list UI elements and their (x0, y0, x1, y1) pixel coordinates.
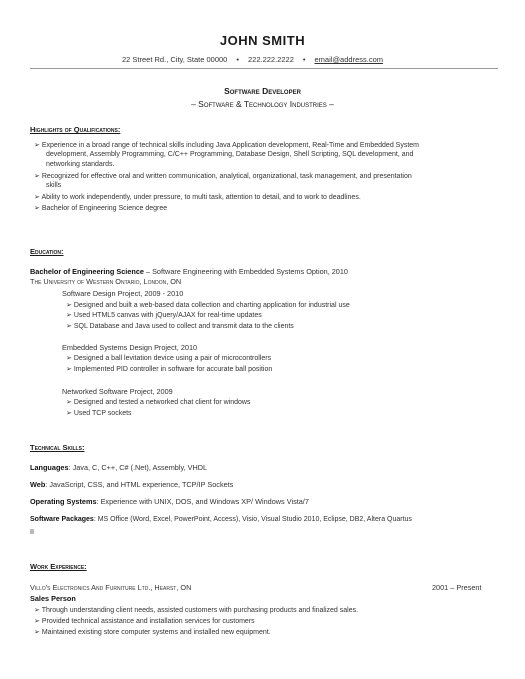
separator: • (236, 55, 239, 64)
work-item: ➢ Provided technical assistance and installation services for customers (34, 618, 255, 625)
candidate-name: JOHN SMITH (219, 33, 306, 48)
skills-heading: Technical Skills: (30, 443, 85, 452)
bullet-icon: ➢ (66, 312, 72, 319)
skill-row: Languages: Java, C, C++, C# (.Net), Assembly, VHDL (30, 463, 208, 472)
project-item: ➢ Designed and tested a networked chat client for windows (66, 399, 251, 406)
employer-line: Villo's Electronics And Furniture Ltd., Hearst, ON (30, 583, 192, 592)
bullet-icon: ➢ (66, 355, 72, 362)
bullet-icon: ➢ (66, 302, 72, 309)
bullet-icon: ➢ (66, 323, 72, 330)
qualifications-heading: Highlights of Qualifications: (30, 125, 121, 134)
bullet-icon: ➢ (34, 618, 40, 625)
bullet-icon: ➢ (34, 194, 40, 201)
degree-line: Bachelor of Engineering Science – Software Engineering with Embedded Systems Option, 2010 (30, 267, 348, 276)
bullet-icon: ➢ (34, 142, 40, 149)
project-title: Networked Software Project, 2009 (62, 387, 173, 396)
school-line: The University of Western Ontario, London, ON (30, 277, 182, 286)
qualification-item-cont: development, Assembly Programming, C/C++ Programming, Database Design, Shell Scripting, SQL development, and (46, 151, 414, 158)
skill-row-overflow: II (30, 527, 35, 536)
project-item: ➢ Designed and built a web-based data collection and charting application for industrial use (66, 302, 350, 309)
email-link[interactable]: email@address.com (314, 55, 383, 64)
phone: 222.222.2222 (247, 55, 294, 64)
bullet-icon: ➢ (66, 399, 72, 406)
work-dates: 2001 – Present (432, 583, 482, 592)
degree-name: Bachelor of Engineering Science (30, 267, 144, 276)
qualification-item: ➢ Experience in a broad range of technical skills including Java Application development, Real-Time and Embedded System (34, 142, 420, 149)
job-title: Software Developer (224, 86, 301, 96)
project-item: ➢ Designed a ball levitation device using a pair of microcontrollers (66, 355, 272, 362)
bullet-icon: ➢ (34, 607, 40, 614)
project-title: Software Design Project, 2009 - 2010 (62, 289, 184, 298)
bullet-icon: ➢ (34, 173, 40, 180)
bullet-icon: ➢ (66, 366, 72, 373)
industry-line: – Software & Technology Industries – (191, 99, 334, 109)
qualification-item: ➢ Recognized for effective oral and written communication, analytical, organizational, task management, and presentation (34, 173, 412, 180)
skill-row: Operating Systems: Experience with UNIX, DOS, and Windows XP/ Windows Vista/7 (30, 497, 309, 506)
work-heading: Work Experience: (30, 562, 87, 571)
contact-line (122, 55, 383, 64)
education-heading: Education: (30, 247, 64, 256)
project-item: ➢ Used HTML5 canvas with jQuery/AJAX for real-time updates (66, 312, 262, 319)
qualification-item-cont: networking standards. (46, 161, 115, 168)
bullet-icon: ➢ (34, 205, 40, 212)
work-item: ➢ Through understanding client needs, assisted customers with purchasing products and finalized sales. (34, 607, 359, 614)
position-title: Sales Person (30, 594, 76, 603)
bullet-icon: ➢ (34, 629, 40, 636)
work-item: ➢ Maintained existing store computer systems and installed new equipment. (34, 629, 271, 636)
project-item: ➢ Used TCP sockets (66, 410, 132, 417)
skill-row: Web: JavaScript, CSS, and HTML experience, TCP/IP Sockets (30, 480, 234, 489)
bullet-icon: ➢ (66, 410, 72, 417)
project-item: ➢ Implemented PID controller in software for accurate ball position (66, 366, 273, 373)
qualification-item-cont: skills (46, 182, 62, 189)
project-item: ➢ SQL Database and Java used to collect and transmit data to the clients (66, 323, 294, 330)
header-divider (30, 68, 498, 69)
project-title: Embedded Systems Design Project, 2010 (62, 343, 198, 352)
address: 22 Street Rd., City, State 00000 (122, 55, 228, 64)
qualification-item: ➢ Ability to work independently, under pressure, to multi task, attention to detail, and to work to deadlines. (34, 194, 361, 201)
qualification-item: ➢ Bachelor of Engineering Science degree (34, 205, 168, 212)
separator: • (302, 55, 306, 64)
skill-row: Software Packages: MS Office (Word, Excel, PowerPoint, Access), Visio, Visual Studio 2010, Eclipse, DB2, Altera Quartus (30, 516, 412, 523)
